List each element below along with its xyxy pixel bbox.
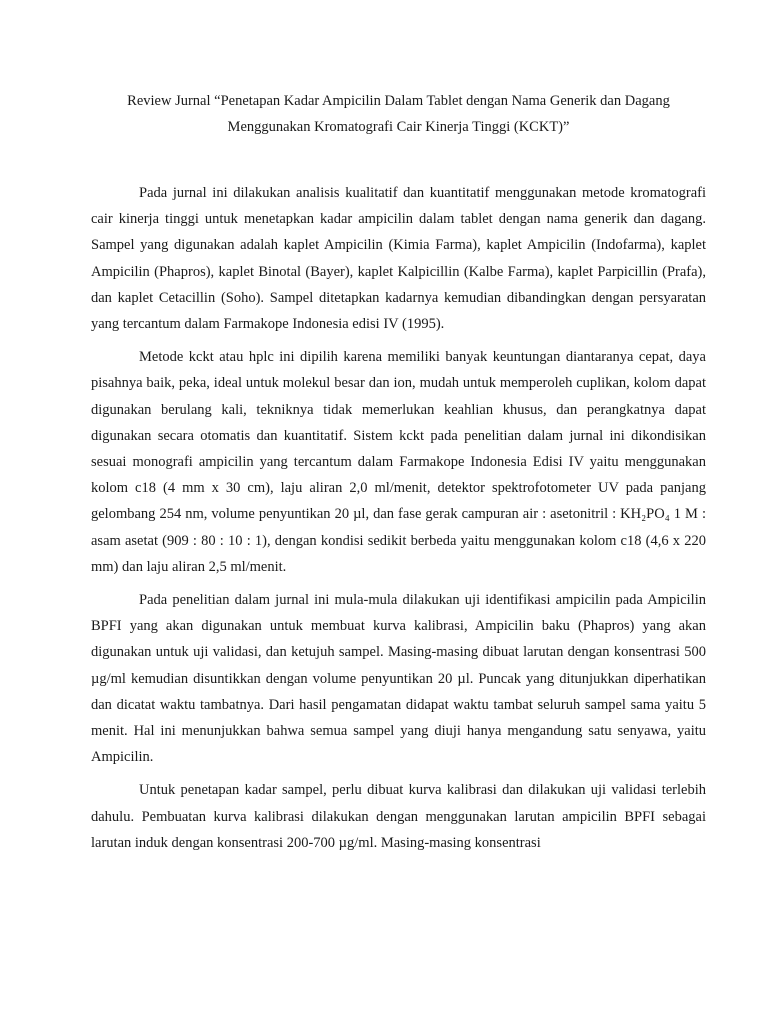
title-line-2: Menggunakan Kromatografi Cair Kinerja Tinggi (KCKT)” — [227, 119, 570, 135]
paragraph-2: Metode kckt atau hplc ini dipilih karena memiliki banyak keuntungan diantaranya cepat, daya pisahnya baik, peka, ideal untuk molekul besar dan ion, mudah untuk memperoleh cuplikan, kolom dapat digunakan berulang kali, tekniknya tidak memerlukan keahlian khusus, dan perangkatnya dapat digunakan secara otomatis dan kuantitatif. Sistem kckt pada penelitian dalam jurnal ini dikondisikan sesuai monografi ampicilin yang tercantum dalam Farmakope Indonesia Edisi IV yaitu menggunakan kolom c18 (4 mm x 30 cm), laju aliran 2,0 ml/menit, detektor spektrofotometer UV pada panjang gelombang 254 nm, volume penyuntikan 20 µl, dan fase gerak campuran air : asetonitril : KH₂PO₄ 1 M : asam asetat (909 : 80 : 10 : 1), dengan kondisi sedikit berbeda yaitu menggunakan kolom c18 (4,6 x 220 mm) dan laju aliran 2,5 ml/menit. — [91, 349, 706, 575]
document-title — [91, 88, 706, 140]
title-line-1: Review Jurnal “Penetapan Kadar Ampicilin Dalam Tablet dengan Nama Generik dan Dagang — [127, 93, 670, 109]
paragraph-1: Pada jurnal ini dilakukan analisis kualitatif dan kuantitatif menggunakan metode kromatografi cair kinerja tinggi untuk menetapkan kadar ampicilin dalam tablet dengan nama generik dan dagang. Sampel yang digunakan adalah kaplet Ampicilin (Kimia Farma), kaplet Ampicilin (Indofarma), kaplet Ampicilin (Phapros), kaplet Binotal (Bayer), kaplet Kalpicillin (Kalbe Farma), kaplet Parpicillin (Prafa), dan kaplet Cetacillin (Soho). Sampel ditetapkan kadarnya kemudian dibandingkan dengan persyaratan yang tercantum dalam Farmakope Indonesia edisi IV (1995). — [91, 185, 706, 333]
paragraph-4: Untuk penetapan kadar sampel, perlu dibuat kurva kalibrasi dan dilakukan uji validasi terlebih dahulu. Pembuatan kurva kalibrasi dilakukan dengan menggunakan larutan ampicilin BPFI sebagai larutan induk dengan konsentrasi 200-700 µg/ml. Masing-masing konsentrasi — [91, 782, 706, 851]
paragraph-3: Pada penelitian dalam jurnal ini mula-mula dilakukan uji identifikasi ampicilin pada Ampicilin BPFI yang akan digunakan untuk membuat kurva kalibrasi, Ampicilin baku (Phapros) yang akan digunakan untuk uji validasi, dan ketujuh sampel. Masing-masing dibuat larutan dengan konsentrasi 500 µg/ml kemudian disuntikkan dengan volume penyuntikan 20 µl. Puncak yang ditunjukkan diperhatikan dan dicatat waktu tambatnya. Dari hasil pengamatan didapat waktu tambat seluruh sampel sama yaitu 5 menit. Hal ini menunjukkan bahwa semua sampel yang diuji hanya mengandung satu senyawa, yaitu Ampicilin. — [91, 592, 706, 766]
